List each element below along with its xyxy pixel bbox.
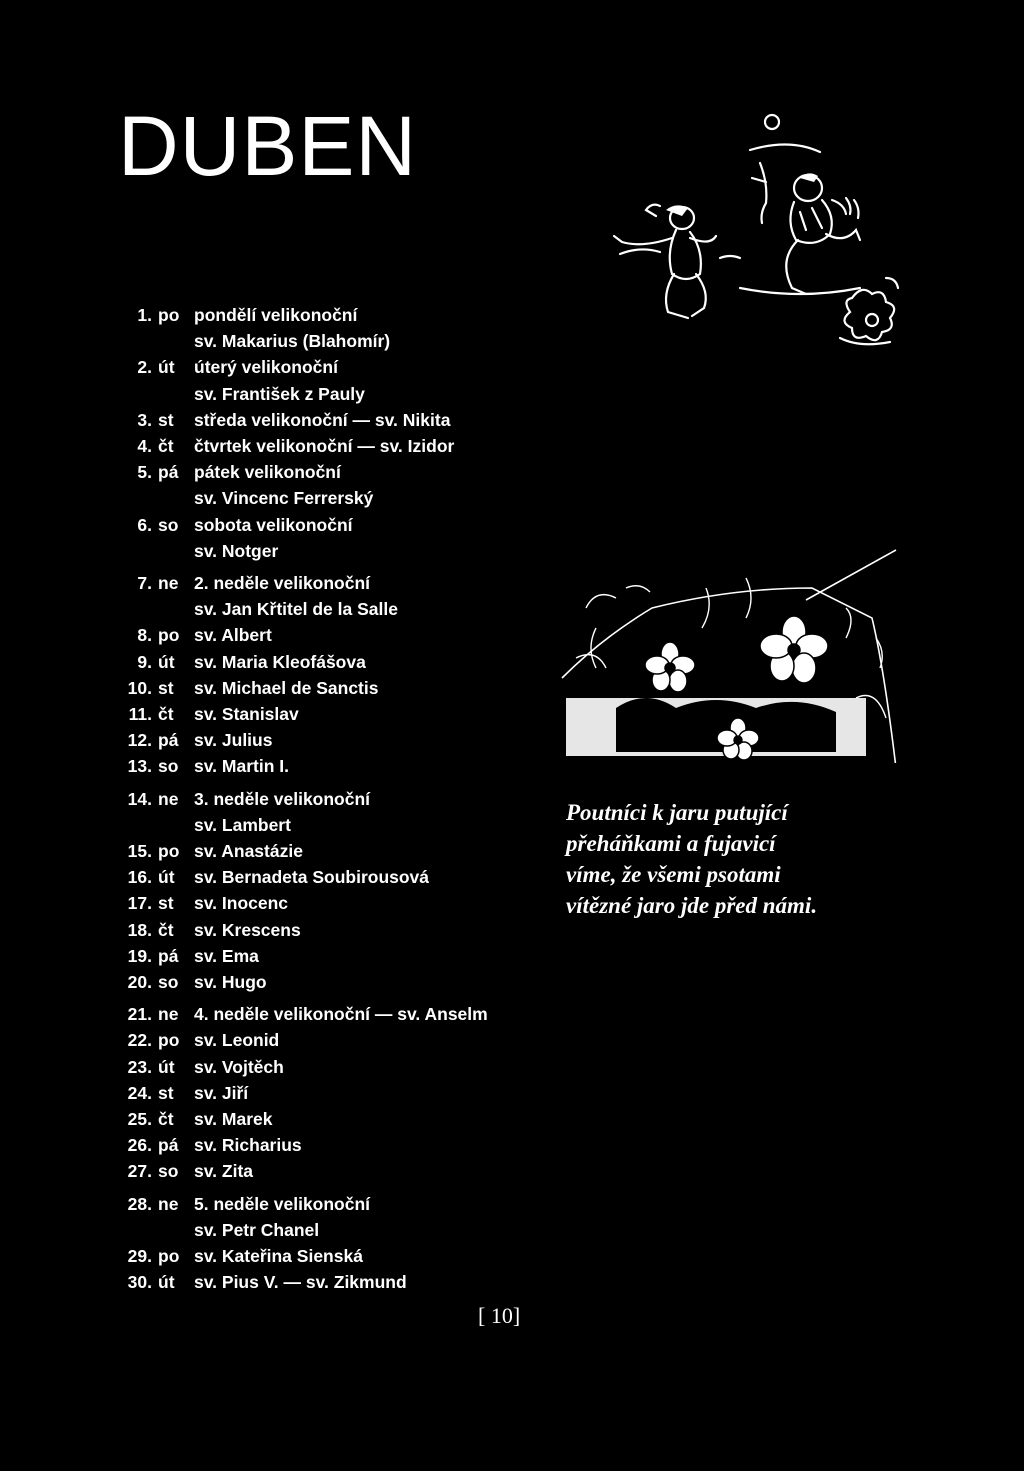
calendar-row xyxy=(0,513,600,537)
flowers-illustration xyxy=(556,548,906,763)
feast-name: sv. Lambert xyxy=(194,814,291,835)
calendar-row xyxy=(0,1192,600,1216)
weekday: po xyxy=(158,305,180,325)
feast-name: pondělí velikonoční xyxy=(194,305,358,325)
weekday: út xyxy=(158,651,175,672)
calendar-row xyxy=(0,382,600,406)
calendar-row xyxy=(0,787,600,811)
calendar-row xyxy=(0,728,600,752)
calendar-row xyxy=(0,1133,600,1157)
day-number: 7. xyxy=(137,573,152,593)
feast-name: 3. neděle velikonoční xyxy=(194,788,371,809)
calendar-row xyxy=(0,486,600,510)
day-number: 14. xyxy=(127,788,152,809)
day-number: 20. xyxy=(127,972,152,992)
calendar-row xyxy=(0,408,600,432)
feast-name: sv. Martin I. xyxy=(194,756,289,777)
feast-name: sv. Bernadeta Soubirousová xyxy=(194,867,430,888)
feast-name: sv. Notger xyxy=(194,540,279,561)
feast-name: sv. Leonid xyxy=(194,1030,280,1051)
calendar-row xyxy=(0,891,600,915)
caption-line: vítězné jaro jde před námi. xyxy=(566,893,818,918)
calendar-row xyxy=(0,944,600,968)
weekday: so xyxy=(158,514,179,535)
calendar-row xyxy=(0,1244,600,1268)
feast-name: sv. Inocenc xyxy=(194,893,289,914)
feast-name: sv. Jan Křtitel de la Salle xyxy=(194,599,398,620)
calendar-row xyxy=(0,1218,600,1242)
day-number: 4. xyxy=(137,436,152,456)
weekday: čt xyxy=(158,704,174,724)
feast-name: sv. Vincenc Ferrerský xyxy=(194,488,374,509)
children-playing-illustration xyxy=(600,108,910,378)
day-number: 9. xyxy=(137,651,152,672)
feast-name: sv. Richarius xyxy=(194,1135,302,1156)
day-number: 17. xyxy=(127,893,152,914)
page-number: [ 10] xyxy=(478,1303,521,1328)
calendar-row xyxy=(0,1002,600,1026)
feast-name: sv. Julius xyxy=(194,730,273,751)
weekday: čt xyxy=(158,1109,174,1129)
day-number: 13. xyxy=(127,756,152,777)
calendar-row xyxy=(0,918,600,942)
weekday: ne xyxy=(158,1193,179,1214)
feast-name: sv. Hugo xyxy=(194,972,267,992)
calendar-row xyxy=(0,865,600,889)
weekday: pá xyxy=(158,1135,179,1156)
feast-name: sv. Krescens xyxy=(194,919,301,940)
calendar-row xyxy=(0,303,600,327)
calendar-row xyxy=(0,460,600,484)
feast-name: sv. Maria Kleofášova xyxy=(194,651,366,672)
weekday: pá xyxy=(158,945,179,966)
calendar-row xyxy=(0,623,600,647)
weekday: čt xyxy=(158,919,174,940)
day-number: 8. xyxy=(137,625,152,646)
caption-line: Poutníci k jaru putující xyxy=(566,800,788,825)
calendar-row xyxy=(0,1055,600,1079)
feast-name: sv. Albert xyxy=(194,625,272,646)
feast-name: 2. neděle velikonoční xyxy=(194,573,371,593)
feast-name: 4. neděle velikonoční — sv. Anselm xyxy=(194,1004,488,1025)
day-number: 6. xyxy=(137,514,152,535)
weekday: st xyxy=(158,893,174,914)
weekday: po xyxy=(158,625,180,646)
weekday: po xyxy=(158,1246,180,1266)
caption-line: přeháňkami a fujavicí xyxy=(566,831,776,856)
calendar-row xyxy=(0,650,600,674)
calendar-row xyxy=(0,970,600,994)
day-number: 25. xyxy=(127,1109,152,1129)
feast-name: sv. Petr Chanel xyxy=(194,1219,320,1240)
day-number: 1. xyxy=(137,305,152,325)
calendar-row xyxy=(0,539,600,563)
weekday: út xyxy=(158,1056,175,1077)
feast-name: pátek velikonoční xyxy=(194,462,341,483)
calendar-row xyxy=(0,434,600,458)
calendar-row xyxy=(0,355,600,379)
calendar-row xyxy=(0,676,600,700)
weekday: so xyxy=(158,1161,179,1182)
feast-name: sv. František z Pauly xyxy=(194,383,365,404)
weekday: so xyxy=(158,756,179,777)
day-number: 27. xyxy=(127,1161,152,1182)
day-number: 19. xyxy=(127,945,152,966)
weekday: st xyxy=(158,677,174,698)
feast-name: sv. Kateřina Sienská xyxy=(194,1246,363,1266)
weekday: út xyxy=(158,357,175,378)
feast-name: sv. Stanislav xyxy=(194,704,299,724)
weekday: st xyxy=(158,409,174,430)
day-number: 26. xyxy=(127,1135,152,1156)
day-number: 11. xyxy=(128,704,152,724)
page-title: DUBEN xyxy=(118,99,418,193)
calendar-row xyxy=(0,1081,600,1105)
weekday: so xyxy=(158,972,179,992)
day-number: 12. xyxy=(127,730,152,751)
calendar-row xyxy=(0,571,600,595)
weekday: út xyxy=(158,1272,175,1293)
feast-name: sv. Vojtěch xyxy=(194,1056,284,1077)
feast-name: sv. Jiří xyxy=(194,1082,249,1103)
caption-line: víme, že všemi psotami xyxy=(566,862,781,887)
day-number: 2. xyxy=(137,357,152,378)
feast-name: sv. Michael de Sanctis xyxy=(194,677,379,698)
weekday: út xyxy=(158,867,175,888)
weekday: ne xyxy=(158,1004,179,1025)
day-number: 10. xyxy=(127,677,152,698)
weekday: ne xyxy=(158,573,179,593)
day-number: 3. xyxy=(137,409,152,430)
day-number: 22. xyxy=(127,1030,152,1051)
feast-name: sv. Makarius (Blahomír) xyxy=(194,331,391,352)
day-number: 15. xyxy=(127,841,152,861)
calendar-row xyxy=(0,1028,600,1052)
calendar-row xyxy=(0,839,600,863)
calendar-row xyxy=(0,702,600,726)
day-number: 23. xyxy=(127,1056,152,1077)
day-number: 24. xyxy=(127,1082,152,1103)
calendar-row xyxy=(0,1107,600,1131)
day-number: 29. xyxy=(127,1246,152,1266)
day-number: 16. xyxy=(127,867,152,888)
day-number: 21. xyxy=(127,1004,152,1025)
feast-name: sv. Anastázie xyxy=(194,841,303,861)
feast-name: sobota velikonoční xyxy=(194,514,353,535)
feast-name: sv. Zita xyxy=(194,1161,254,1182)
feast-name: sv. Ema xyxy=(194,945,259,966)
weekday: po xyxy=(158,841,180,861)
calendar-row xyxy=(0,1270,600,1294)
weekday: po xyxy=(158,1030,180,1051)
weekday: pá xyxy=(158,730,179,751)
calendar-row xyxy=(0,1159,600,1183)
calendar-row xyxy=(0,329,600,353)
weekday: st xyxy=(158,1082,174,1103)
poem-caption xyxy=(566,797,986,921)
day-number: 18. xyxy=(127,919,152,940)
weekday: ne xyxy=(158,788,179,809)
feast-name: 5. neděle velikonoční xyxy=(194,1193,371,1214)
day-number: 30. xyxy=(127,1272,152,1293)
feast-name: čtvrtek velikonoční — sv. Izidor xyxy=(194,436,455,456)
weekday: pá xyxy=(158,462,179,483)
calendar-row xyxy=(0,754,600,778)
day-number: 28. xyxy=(127,1193,152,1214)
feast-name: sv. Marek xyxy=(194,1109,273,1129)
feast-name: sv. Pius V. — sv. Zikmund xyxy=(194,1272,407,1293)
day-number: 5. xyxy=(137,462,152,483)
calendar-row xyxy=(0,597,600,621)
calendar-row xyxy=(0,813,600,837)
weekday: čt xyxy=(158,436,174,456)
feast-name: úterý velikonoční xyxy=(194,357,338,378)
feast-name: středa velikonoční — sv. Nikita xyxy=(194,409,451,430)
